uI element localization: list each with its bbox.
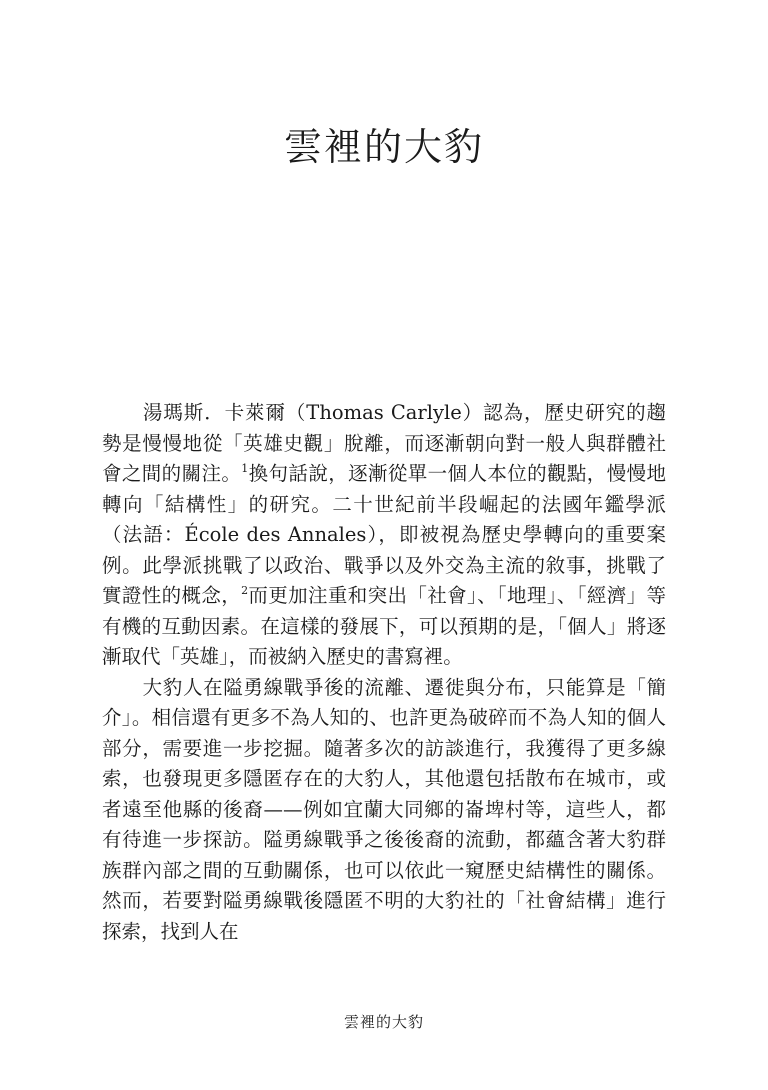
chapter-title: 雲裡的大豹: [283, 125, 484, 169]
paragraph-2: [102, 673, 666, 948]
paragraph-1-part-1: 湯瑪斯．卡萊爾（Thomas Carlyle）認為，歷史研究的趨勢是慢慢地從「英雄史觀」脫離，而逐漸朝向對一般人與群體社會之間的關注。: [102, 401, 666, 485]
paragraph-1-part-3: 而更加注重和突出「社會」、「地理」、「經濟」等有機的互動因素。在這樣的發展下，可以預期的是，「個人」將逐漸取代「英雄」，而被納入歷史的書寫裡。: [102, 584, 666, 668]
body-text: [102, 398, 666, 947]
running-footer: 雲裡的大豹: [343, 1013, 424, 1031]
footnote-ref-2: 2: [241, 584, 249, 597]
paragraph-1: [102, 398, 666, 673]
paragraph-2-text: 大豹人在隘勇線戰爭後的流離、遷徙與分布，只能算是「簡介」。相信還有更多不為人知的、也許更為破碎而不為人知的個人部分，需要進一步挖掘。隨著多次的訪談進行，我獲得了更多線索，也發現更多隱匿存在的大豹人，其他還包括散布在城市，或者遠至他縣的後裔——例如宜蘭大同鄉的崙埤村等，這些人，都有待進一步探訪。隘勇線戰爭之後後裔的流動，都蘊含著大豹群族群內部之間的互動關係，也可以依此一窺歷史結構性的關係。然而，若要對隘勇線戰後隱匿不明的大豹社的「社會結構」進行探索，找到人在: [102, 675, 666, 943]
footnote-ref-1: 1: [241, 462, 249, 475]
paragraph-1-part-2: 換句話說，逐漸從單一個人本位的觀點，慢慢地轉向「結構性」的研究。二十世紀前半段崛起的法國年鑑學派（法語：École des Annales），即被視為歷史學轉向的重要案例。此學派挑戰了以政治、戰爭以及外交為主流的敘事，挑戰了實證性的概念，: [102, 462, 666, 607]
